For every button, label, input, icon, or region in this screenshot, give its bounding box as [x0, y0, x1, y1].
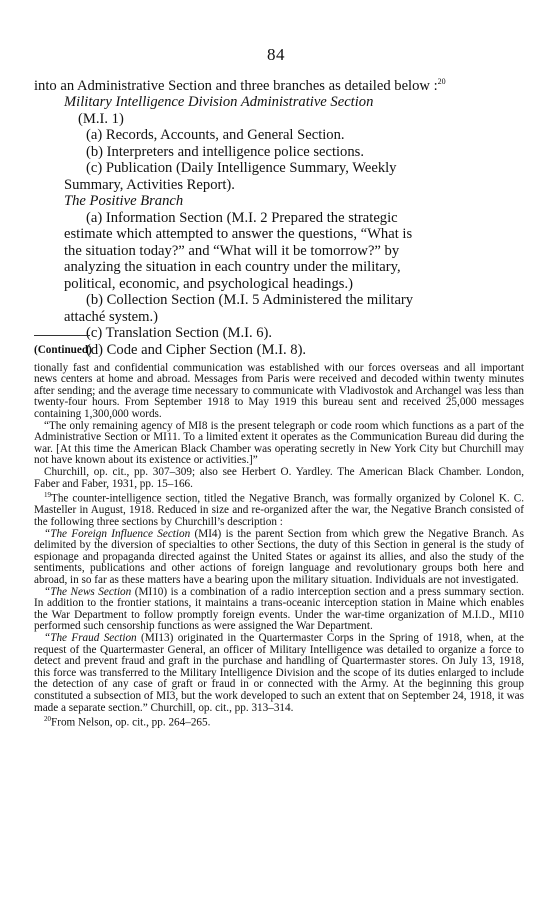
section-name: “The News Section — [44, 585, 132, 598]
positive-item: (a) Information Section (M.I. 2 Prepared the strategic — [86, 209, 398, 226]
footnote-20: $^{20}$From Nelson, op. cit., pp. 264–265. — [44, 715, 211, 729]
footnote-ref-20: 20 — [437, 77, 446, 86]
main-text — [34, 74, 524, 358]
footnote-paragraph: “The Fraud Section (MI13) originated in the Quartermaster Corps in the Spring of 1918, when, at the request of the Quartermaster General, an officer of Military Intelligence was detailed to organize a force to detect and prevent fraud and graft in the purchase and handling of Quartermaster stores. On July 13, 1918, this force was transferred to the Military Intelligence Division and the scope of its duties enlarged to include the detection of any case of graft or fraud in or connected with the Army. At the beginning this group constituted a subsection of MI3, but the work developed to such an extent that on September 24, 1918, it was made a separate section.” Churchill, op. cit., pp. 313–314. — [34, 631, 525, 714]
admin-item: (a) Records, Accounts, and General Section. — [86, 127, 345, 144]
positive-item: (c) Translation Section (M.I. 6). — [86, 325, 273, 342]
positive-item: (d) Code and Cipher Section (M.I. 8). — [86, 341, 307, 358]
intro-text: into an Administrative Section and three branches as detailed below : — [34, 77, 438, 94]
footnote-paragraph: “The Foreign Influence Section (MI4) is the parent Section from which grew the Negative Branch. As delimited by the diversion of specialties to other Sections, the duty of this Section in general is the study of espionage and propaganda directed against the United States or against its allies, and also the study of the sentiments, publications and other actions of foreign language and revolutionary groups both here and abroad, in so far as these matters have a bearing upon the military situation. Individuals are not investigated. — [34, 527, 524, 587]
positive-item: (b) Collection Section (M.I. 5 Administered the military — [86, 292, 414, 309]
intro-paragraph — [34, 74, 524, 94]
footnote-paragraph: “The only remaining agency of MI8 is the present telegraph or code room which functions as a part of the Administrative Section or MI11. To a limited extent it operates as the Communication Bureau did during the war. [At this time the American Black Chamber was operating secretly in New York City but Churchill may not have known about its existence or activities.]” — [34, 419, 524, 467]
positive-item-cont: the situation today?” and “What will it be tomorrow?” by — [64, 242, 400, 259]
footnote-paragraph: Churchill, op. cit., pp. 307–309; also see Herbert O. Yardley. The American Black Chamber. London, Faber and Faber, 1931, pp. 15–166. — [34, 465, 524, 490]
positive-item-cont: estimate which attempted to answer the questions, “What is — [64, 226, 413, 243]
page-number: 84 — [267, 45, 285, 64]
footnote-number: 20 — [44, 715, 51, 724]
admin-item-cont: Summary, Activities Report). — [64, 176, 235, 193]
footnote-divider — [34, 335, 90, 336]
footnote-number: 19 — [44, 491, 51, 500]
admin-item: (b) Interpreters and intelligence police sections. — [86, 143, 364, 160]
admin-section-heading: Military Intelligence Division Administrative Section (M.I. 1) — [64, 94, 374, 127]
footnote-paragraph: tionally fast and confidential communication was established with our forces overseas and all important news centers at home and abroad. Messages from Paris were received and decoded within twenty minutes after sending; and the average time necessary to communicate with Vladivostok and Archangel was less than twenty-four hours. From September 1918 to May 1919 this bureau sent and received 25,000 messages containing 1,300,000 words. — [34, 361, 524, 420]
admin-item: (c) Publication (Daily Intelligence Summary, Weekly — [86, 160, 397, 177]
footnote-19: $^{19}$The counter-intelligence section, titled the Negative Branch, was formally organized by Colonel K. C. Masteller in August, 1918. Reduced in size and re-organized after the war, the Negative Branch consisted of the following three sections by Churchill’s description : — [34, 491, 524, 529]
positive-item-cont: political, economic, and psychological headings.) — [64, 275, 353, 292]
positive-item-cont: analyzing the situation in each country under the military, — [64, 259, 401, 276]
footnotes — [34, 345, 524, 729]
admin-section-heading-cont: (M.I. 1) — [78, 110, 124, 127]
section-name: “The Foreign Influence Section — [44, 527, 191, 540]
footnote-paragraph: “The News Section (MI10) is a combination of a radio interception section and a press summary section. In addition to the frontier stations, it maintains a trans-oceanic interception station in Maine which enables the War Department to follow promptly foreign events. Under the war-time organization of M.I.D., MI10 performed such censorship functions as were assigned the War Department. — [34, 585, 525, 633]
section-name: “The Fraud Section — [44, 631, 137, 644]
positive-branch-heading: The Positive Branch — [64, 193, 184, 210]
continued-label: (Continued) — [34, 344, 92, 356]
positive-item-cont: attaché system.) — [64, 308, 159, 325]
